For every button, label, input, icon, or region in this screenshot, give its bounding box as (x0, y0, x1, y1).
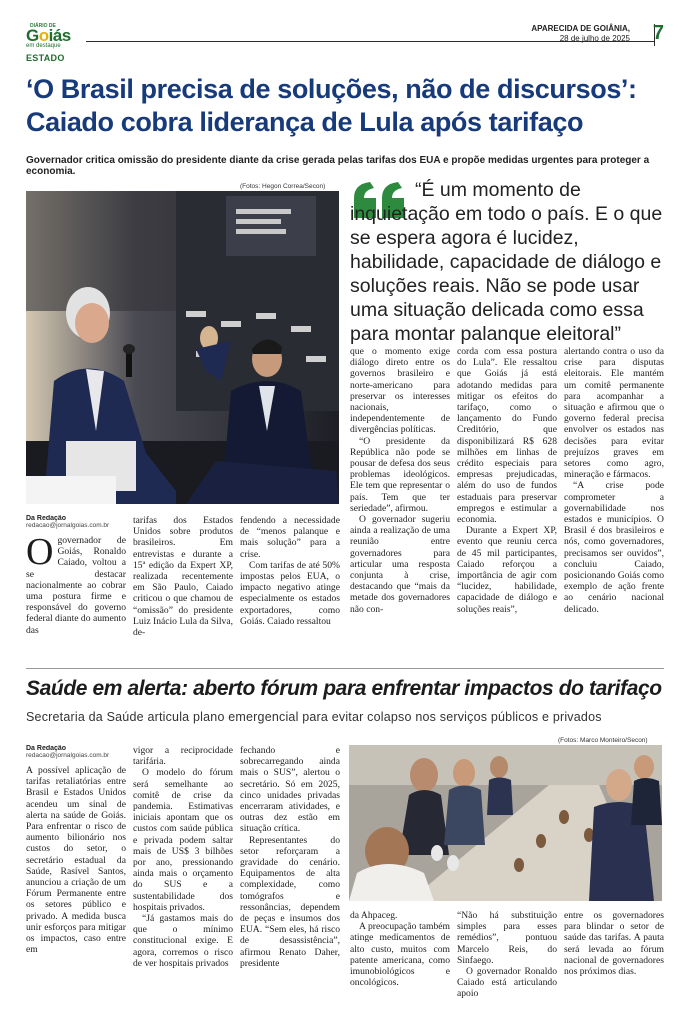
logo-main-text: Goiás (26, 26, 71, 45)
article2-headline[interactable]: Saúde em alerta: aberto fórum para enfrentar impactos do tarifaço (26, 677, 662, 700)
article2-lead: Secretaria da Saúde articula plano emergencial para evitar colapso nos serviços públicos e privados (26, 710, 602, 724)
article1-byline: Da Redação (26, 515, 67, 522)
article1-column-2: tarifas dos Estados Unidos sobre produtos brasileiros. Em entrevistas e durante a 15ª edição da Expert XP, realizada recentemente em São Paulo, Caiado criticou o que chamou de “omissão” do presidente Luiz Inácio Lula da Silva, de- (133, 515, 233, 639)
article2-email[interactable]: redacao@jornalgoias.com.br (26, 752, 110, 759)
article1-column-4: que o momento exige diálogo direto entre os governos brasileiro e norte-americano para preservar os interesses nacionais, independentemente de divergências políticas. “O presidente da República não pode se pousar de defesa dos seus problemas ideológicos. Ele tem que representar o país. Tem que ter seriedade”, afirmou. O governador sugeriu ainda a realização de uma reunião entre governadores para articular uma resposta conjunta à crise, destacando que “mais da metade dos governadores não con- (350, 346, 450, 615)
article1-column-1: Da Redação redacao@jornalgoias.com.br Ogovernador de Goiás, Ronaldo Caiado, voltou a se destacar nacionalmente ao cobrar uma postura firme e responsável do governo federal diante do aumento das (26, 515, 126, 636)
article1-headline[interactable]: ‘O Brasil precisa de soluções, não de discursos’: Caiado cobra liderança de Lula após tarifaço (26, 74, 637, 137)
article1-photo[interactable] (26, 191, 339, 504)
article2-column-1: Da Redação redacao@jornalgoias.com.br A possível aplicação de tarifas retaliatórias entre Brasil e Estados Unidos acendeu um sinal de alerta na saúde de Goiás. Para enfrentar o risco de aumento bilionário nos custos do setor, o secretário estadual da Saúde, Rasível Santos, anunciou a criação de um Fórum Permanente entre os setores público e privado. A medida busca unir esforços para mitigar os impactos, caso entre em (26, 745, 126, 956)
article1-column-6: alertando contra o uso da crise para disputas eleitorais. Ele mantém um comitê permanente para acompanhar a situação e afirmou que o governo federal precisa envolver os estados nas decisões para evitar prejuízos graves em setores como agro, mineração e fármacos. “A crise pode comprometer a governabilidade nos estados e municípios. O Brasil é dos brasileiros e nós, como governadores, precisamos ser ouvidos”, concluiu Caiado, posicionando Goiás como exemplo de ação frente ao cenário nacional delicado. (564, 346, 664, 615)
logo-top-text: DIÁRIO DE (30, 23, 56, 29)
edition-city: APARECIDA DE GOIÂNIA, (531, 24, 630, 33)
edition-date: 28 de julho de 2025 (559, 34, 630, 43)
article2-byline: Da Redação (26, 745, 67, 752)
article2-column-5: “Não há substituição simples para esses remédios”, pontuou Marcelo Reis, do Sinfaego. O governador Ronaldo Caiado está articulando apoio (457, 910, 557, 1000)
article1-email[interactable]: redacao@jornalgoias.com.br (26, 522, 110, 529)
article2-column-3: fechando e sobrecarregando ainda mais o SUS”, alertou o secretário. Só em 2025, cinco unidades privadas encerraram atividades, e outras dez estão em situação crítica. Representantes do setor reforçaram a gravidade do cenário. Equipamentos de alta complexidade, como tomógrafos e ressonâncias, dependem de peças e insumos dos EUA. “Sem eles, há risco de desassistência”, afirmou Renato Daher, presidente (240, 745, 340, 969)
page-header (26, 24, 664, 52)
page-number: 7 (652, 22, 664, 44)
event-stage-illustration (26, 191, 339, 504)
pull-quote: “É um momento de inquietação em todo o país. E o que se espera agora é lucidez, habilidade, capacidade de diálogo e soluções reais. Não se pode usar uma situação delicada como essa para montar palanque eleitoral” (350, 179, 663, 345)
article1-column-5: corda com essa postura do Lula”. Ele ressaltou que Goiás já está adotando medidas para mitigar os efeitos do tarifaço, como o lançamento do Fundo Creditório, que disponibilizará R$ 628 milhões em linhas de crédito especiais para empresas prejudicadas, além do uso de fundos estaduais para preservar empregos e estimular a economia. Durante a Expert XP, evento que reuniu cerca de 45 mil participantes, Caiado reforçou a importância de agir com “lucidez, habilidade, capacidade de diálogo e soluções reais”, (457, 346, 557, 615)
article1-column-3: fendendo a necessidade de “menos palanque e mais solução” para a crise. Com tarifas de até 50% impostas pelos EUA, o impacto negativo atinge especialmente os estados exportadores, como Goiás. Caiado ressaltou (240, 515, 340, 627)
newspaper-logo[interactable] (26, 24, 86, 52)
article2-column-2: vigor a reciprocidade tarifária. O modelo do fórum será semelhante ao comitê de crise da pandemia. Estimativas iniciais apontam que os custos com saúde pública e privada podem saltar mais de US$ 3 bilhões por ano, pressionando ainda mais o orçamento do SUS e a sustentabilidade dos hospitais privados. “Já gastamos mais do que o mínimo constitucional exige. E agora, corremos o risco de ver hospitais privados (133, 745, 233, 969)
article1-lead: Governador critica omissão do presidente diante da crise gerada pelas tarifas dos EUA e propõe medidas urgentes para proteger a economia. (26, 155, 650, 177)
article2-photo[interactable] (349, 745, 662, 901)
logo-subtitle: em destaque (26, 43, 61, 49)
article1-photo-credit: (Fotos: Hegon Correa/Secon) (240, 183, 326, 190)
meeting-table-illustration (349, 745, 662, 901)
section-label: ESTADO (26, 53, 65, 63)
article2-column-4: da Ahpaceg. A preocupação também atinge medicamentos de alto custo, muitos com patente americana, como imunobiológicos e oncológicos. (350, 910, 450, 989)
article-divider (26, 668, 664, 669)
dropcap: O (26, 531, 54, 573)
article2-photo-credit: (Fotos: Marco Monteiro/Secon) (558, 737, 648, 744)
article2-column-6: entre os governadores para blindar o setor de saúde das tarifas. A pauta será levada ao fórum nacional de governadores nos próximos dias. (564, 910, 664, 978)
